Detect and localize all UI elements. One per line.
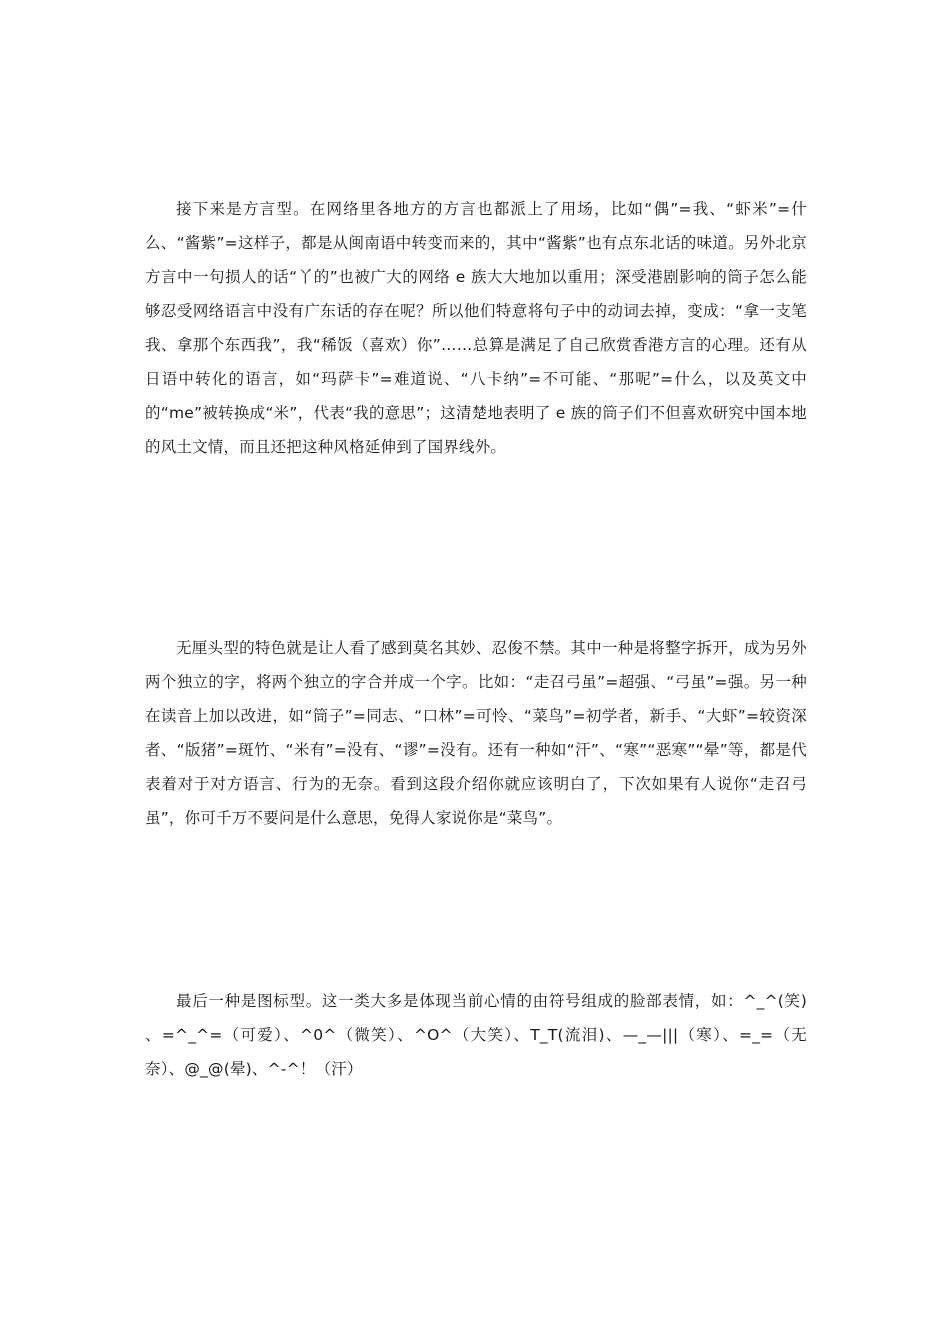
paragraph-emoticon-type: 最后一种是图标型。这一类大多是体现当前心情的由符号组成的脸部表情，如：^_^(笑) 、=^_^=（可爱）、^0^（微笑）、^O^（大笑）、T_T(流泪)、—_—|||（寒）、=_=（无奈）、@_@(晕)、^-^！（汗） [145, 992, 807, 1078]
paragraph-dialect-type: 接下来是方言型。在网络里各地方的方言也都派上了用场，比如“偶”=我、“虾米”=什么、“酱紫”=这样子，都是从闽南语中转变而来的，其中“酱紫”也有点东北话的味道。另外北京方言中一句损人的话“丫的”也被广大的网络 e 族大大地加以重用；深受港剧影响的筒子怎么能够忍受网络语言中没有广东话的存在呢？所以他们特意将句子中的动词去掉，变成：“拿一支笔我、拿那个东西我”，我“稀饭（喜欢）你”……总算是满足了自己欣赏香港方言的心理。还有从日语中转化的语言，如“玛萨卡”=难道说、“八卡纳”=不可能、“那呢”=什么，以及英文中的“me”被转换成“米”，代表“我的意思”；这清楚地表明了 e 族的筒子们不但喜欢研究中国本地的风土文情，而且还把这种风格延伸到了国界线外。 [145, 200, 807, 456]
paragraph-nonsense-type: 无厘头型的特色就是让人看了感到莫名其妙、忍俊不禁。其中一种是将整字拆开，成为另外两个独立的字，将两个独立的字合并成一个字。比如：“走召弓虽”=超强、“弓虽”=强。另一种在读音上加以改进，如“筒子”=同志、“口林”=可怜、“菜鸟”=初学者，新手、“大虾”=较资深者、“版猪”=斑竹、“米有”=没有、“谬”=没有。还有一种如“汗”、“寒”“恶寒”“晕”等，都是代表着对于对方语言、行为的无奈。看到这段介绍你就应该明白了，下次如果有人说你“走召弓虽”，你可千万不要问是什么意思，免得人家说你是“菜鸟”。 [145, 639, 807, 827]
